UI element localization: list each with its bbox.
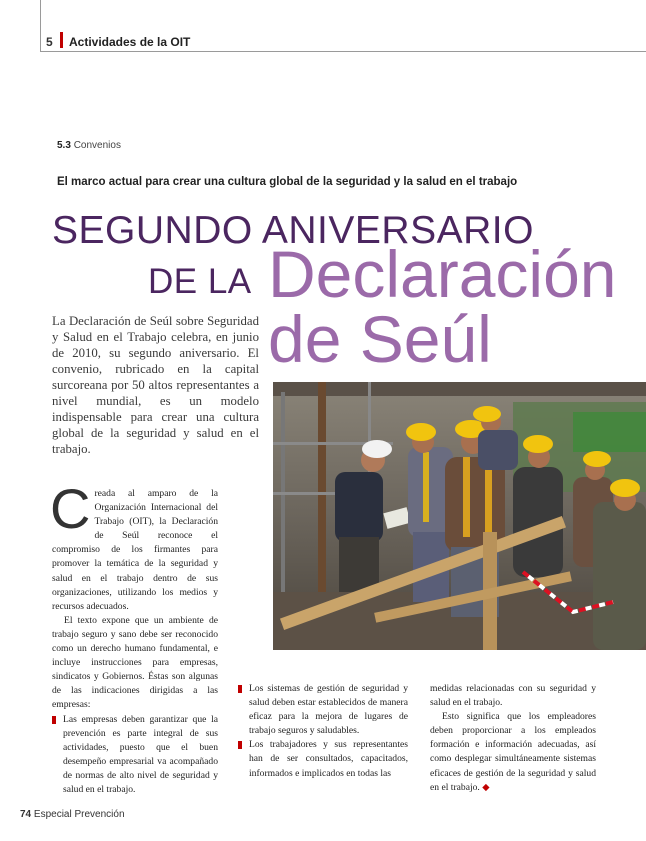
title-line-3: Declaración bbox=[268, 237, 617, 311]
subsection-label bbox=[57, 140, 121, 151]
drop-cap: C bbox=[50, 477, 91, 540]
body-paragraph-4 bbox=[430, 710, 596, 795]
title-line-1: SEGUNDO ANIVERSARIO bbox=[52, 209, 534, 252]
subsection-name: Convenios bbox=[73, 140, 121, 151]
header-divider-horizontal bbox=[40, 51, 646, 52]
lead-paragraph: La Declaración de Seúl sobre Seguridad y Salud en el Trabajo celebra, en junio de 2010, su segundo aniversario. El convenio, rubricado en la capital surcoreana por 50 altos representantes a nivel mundial, es un modelo indispensable para crear una cultura global de la seguridad y salud en el trabajo. bbox=[52, 314, 259, 456]
body-paragraph-3: medidas relacionadas con su seguridad y salud en el trabajo. bbox=[430, 683, 596, 709]
page-number: 74 bbox=[20, 809, 32, 820]
title-line-2: DE LA bbox=[148, 262, 252, 301]
page-footer bbox=[20, 809, 125, 820]
body-paragraph-1: reada al amparo de la Organización Internacional del Trabajo (OIT), la Declaración de Seúl reconoce el compromiso de los firmantes para promover la temática de la seguridad y salud en el trabajo dentro de sus organizaciones, utilizando los medios y recursos adecuados. bbox=[52, 488, 218, 612]
article-kicker: El marco actual para crear una cultura global de la seguridad y la salud en el trabajo bbox=[57, 176, 518, 188]
subsection-number: 5.3 bbox=[57, 140, 71, 151]
body-column-3 bbox=[430, 682, 596, 795]
section-accent-bar bbox=[60, 32, 63, 48]
section-number: 5 bbox=[46, 35, 53, 49]
publication-name: Especial Prevención bbox=[33, 809, 125, 820]
body-paragraph-4-text: Esto significa que los empleadores deben proporcionar a los empleados formación e información adecuadas, así como desplegar simultáneamente sistemas eficaces de gestión de la seguridad y salud en el trabajo. bbox=[430, 711, 596, 793]
title-line-4: de Seúl bbox=[268, 302, 492, 376]
body-column-2 bbox=[238, 682, 408, 781]
bullet-item-3: Los trabajadores y sus representantes han de ser consultados, capacitados, informados e implicados en todas las bbox=[238, 738, 408, 780]
bullet-item-2: Los sistemas de gestión de seguridad y salud deben estar establecidos de manera eficaz para la mejora de lugares de trabajo seguros y saludables. bbox=[238, 682, 408, 738]
construction-workers-photo bbox=[273, 382, 646, 650]
body-column-1 bbox=[50, 477, 218, 797]
bullet-item-1: Las empresas deben garantizar que la prevención es parte integral de sus actividades, puesto que el buen desempeño empresarial va acompañado de normas de alto nivel de seguridad y salud en el trabajo. bbox=[52, 713, 218, 798]
end-of-article-mark: ◆ bbox=[482, 781, 490, 793]
section-title: Actividades de la OIT bbox=[69, 35, 191, 49]
body-paragraph-2: El texto expone que un ambiente de trabajo seguro y sano debe ser reconocido como un derecho humano fundamental, e incluye instrucciones para empresas, sindicatos y Gobiernos. Éstas son algunas de las indicaciones dirigidas a las empresas: bbox=[52, 614, 218, 711]
header-divider-vertical bbox=[40, 0, 41, 52]
